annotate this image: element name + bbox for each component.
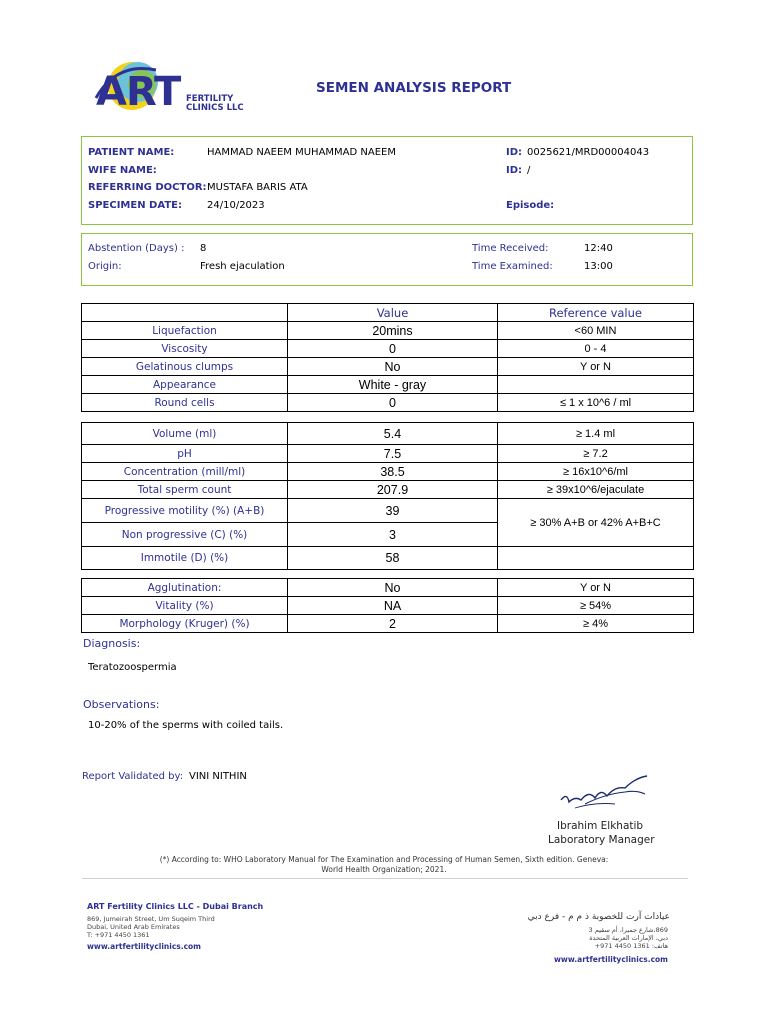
footer-phone: T: +971 4450 1361	[87, 931, 150, 939]
footer-divider	[82, 878, 688, 879]
episode-label: Episode:	[506, 200, 555, 211]
table-row	[82, 376, 694, 394]
validated-by-label: Report Validated by:	[82, 771, 184, 782]
footer-website-link-arabic[interactable]: www.artfertilityclinics.com	[554, 955, 668, 964]
logo-sub-clinics: CLINICS LLC	[186, 103, 244, 113]
abstention-label: Abstention (Days) :	[88, 243, 185, 254]
reference-column-header: Reference value	[498, 304, 694, 322]
row-value: 38.5	[288, 463, 498, 481]
row-value: 39	[288, 499, 498, 523]
additional-tests-table	[81, 578, 694, 633]
report-title: SEMEN ANALYSIS REPORT	[316, 80, 512, 96]
footer-clinic-name: ART Fertility Clinics LLC - Dubai Branch	[87, 902, 264, 911]
time-examined-label: Time Examined:	[472, 261, 553, 272]
table-row	[82, 463, 694, 481]
row-label: Gelatinous clumps	[82, 358, 288, 376]
row-value: White - gray	[288, 376, 498, 394]
row-label: Concentration (mill/ml)	[82, 463, 288, 481]
signatory-title: Laboratory Manager	[548, 834, 655, 846]
row-value: 20mins	[288, 322, 498, 340]
table-row	[82, 423, 694, 445]
row-label: Liquefaction	[82, 322, 288, 340]
row-value: 3	[288, 523, 498, 547]
row-label: Morphology (Kruger) (%)	[82, 615, 288, 633]
footnote-line2: World Health Organization; 2021.	[321, 865, 447, 874]
diagnosis-text: Teratozoospermia	[88, 662, 177, 673]
time-received-label: Time Received:	[472, 243, 549, 254]
row-value: 0	[288, 340, 498, 358]
table-row	[82, 615, 694, 633]
id-label: ID:	[506, 147, 523, 158]
table-header-row	[82, 304, 694, 322]
referring-doctor-label: REFERRING DOCTOR:	[88, 182, 207, 193]
table-row	[82, 579, 694, 597]
id-value: 0025621/MRD00004043	[527, 147, 650, 158]
logo-sub-fertility: FERTILITY	[186, 94, 234, 104]
row-value: 58	[288, 547, 498, 570]
row-label: Agglutination:	[82, 579, 288, 597]
table-row	[82, 597, 694, 615]
table-row	[82, 358, 694, 376]
observations-text: 10-20% of the sperms with coiled tails.	[88, 720, 284, 731]
observations-heading: Observations:	[83, 698, 160, 711]
row-value: 5.4	[288, 423, 498, 445]
row-reference: ≥ 16x10^6/ml	[498, 463, 694, 481]
row-reference: ≤ 1 x 10^6 / ml	[498, 394, 694, 412]
row-reference	[498, 376, 694, 394]
row-label: Appearance	[82, 376, 288, 394]
footnote-line1: (*) According to: WHO Laboratory Manual for The Examination and Processing of Human Semen, Sixth edition. Geneva:	[159, 855, 609, 864]
row-label: pH	[82, 445, 288, 463]
specimen-date-value: 24/10/2023	[207, 200, 265, 211]
footer-website-link[interactable]: www.artfertilityclinics.com	[87, 942, 201, 951]
logo-art-text: ART	[96, 69, 181, 115]
row-value: 207.9	[288, 481, 498, 499]
origin-value: Fresh ejaculation	[200, 261, 285, 272]
row-reference: 0 - 4	[498, 340, 694, 358]
row-label: Volume (ml)	[82, 423, 288, 445]
motility-reference: ≥ 30% A+B or 42% A+B+C	[498, 499, 694, 547]
row-reference: <60 MIN	[498, 322, 694, 340]
row-reference-empty	[498, 547, 694, 570]
value-column-header: Value	[288, 304, 498, 322]
footer-address-arabic-line2: دبي، الإمارات العربية المتحدة	[589, 934, 668, 942]
row-value: 7.5	[288, 445, 498, 463]
row-reference: Y or N	[498, 579, 694, 597]
row-value: NA	[288, 597, 498, 615]
id2-value: /	[527, 165, 531, 176]
footer-address-arabic-line1: 869،شارع جميرا، أم سقيم 3	[588, 926, 668, 934]
footer-address-line1: 869, Jumeirah Street, Um Suqeim Third	[87, 915, 215, 923]
table-row	[82, 445, 694, 463]
footer-address-line2: Dubai, United Arab Emirates	[87, 923, 180, 931]
abstention-value: 8	[200, 243, 207, 254]
row-label: Round cells	[82, 394, 288, 412]
footer-clinic-name-arabic: عيادات آرت للخصوبة ذ م م - فرع دبي	[527, 912, 670, 922]
referring-doctor-value: MUSTAFA BARIS ATA	[207, 182, 308, 193]
row-label: Total sperm count	[82, 481, 288, 499]
origin-label: Origin:	[88, 261, 122, 272]
footer-phone-arabic: هاتف: 1361 4450 971+	[594, 942, 668, 950]
table-row	[82, 499, 694, 523]
validated-by-name: VINI NITHIN	[189, 771, 247, 782]
row-reference: ≥ 7.2	[498, 445, 694, 463]
row-label: Progressive motility (%) (A+B)	[82, 499, 288, 523]
row-value: 0	[288, 394, 498, 412]
patient-name-value: HAMMAD NAEEM MUHAMMAD NAEEM	[207, 147, 396, 158]
time-examined-value: 13:00	[584, 261, 613, 272]
signatory-name: Ibrahim Elkhatib	[557, 820, 644, 832]
specimen-date-label: SPECIMEN DATE:	[88, 200, 182, 211]
macroscopic-table	[81, 303, 694, 412]
time-received-value: 12:40	[584, 243, 613, 254]
signature-icon	[555, 770, 655, 820]
row-value: No	[288, 579, 498, 597]
id2-label: ID:	[506, 165, 523, 176]
diagnosis-heading: Diagnosis:	[83, 637, 141, 650]
clinic-logo	[86, 58, 256, 124]
row-label: Immotile (D) (%)	[82, 547, 288, 570]
row-reference: ≥ 1.4 ml	[498, 423, 694, 445]
row-label: Non progressive (C) (%)	[82, 523, 288, 547]
table-header-empty	[82, 304, 288, 322]
table-row	[82, 394, 694, 412]
patient-name-label: PATIENT NAME:	[88, 147, 175, 158]
row-label: Vitality (%)	[82, 597, 288, 615]
table-row	[82, 547, 694, 570]
collection-info-box	[81, 233, 693, 286]
row-reference: ≥ 54%	[498, 597, 694, 615]
row-reference: ≥ 39x10^6/ejaculate	[498, 481, 694, 499]
row-reference: ≥ 4%	[498, 615, 694, 633]
microscopic-table	[81, 422, 694, 570]
row-label: Viscosity	[82, 340, 288, 358]
table-row	[82, 322, 694, 340]
table-row	[82, 481, 694, 499]
row-value: 2	[288, 615, 498, 633]
wife-name-label: WIFE NAME:	[88, 165, 157, 176]
row-value: No	[288, 358, 498, 376]
table-row	[82, 340, 694, 358]
row-reference: Y or N	[498, 358, 694, 376]
